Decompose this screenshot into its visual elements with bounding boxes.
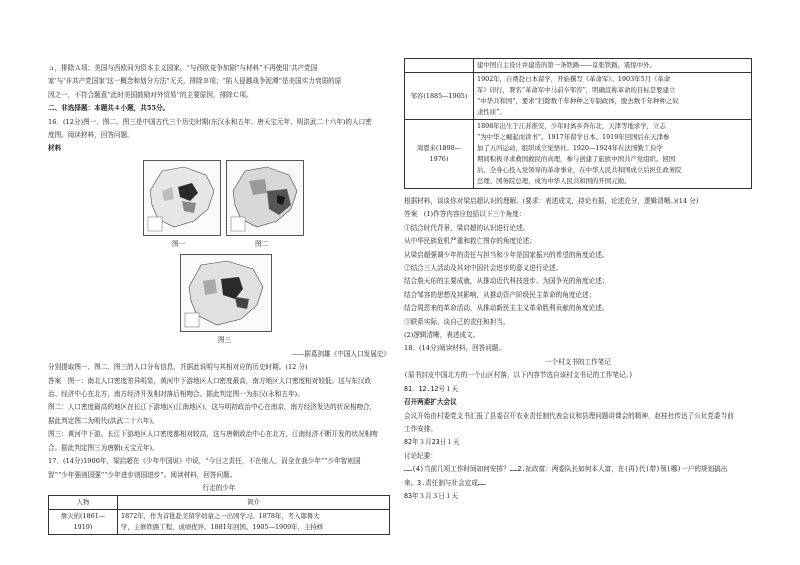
intro-line: 隶性质”。: [477, 108, 506, 116]
note-date: 82年３月23日１天: [404, 438, 460, 447]
table-row: [405, 73, 752, 120]
question-16: 度图。阅读材料，回答问题。: [48, 131, 134, 140]
note-date: 83年３月３日１天: [404, 491, 459, 500]
explanation-line: 家’与‘非共产党国家’这一概念和划分方法”无关，排除Ｂ项；“陷入侵越战争泥潭”是美国实力衰弱的原: [48, 77, 342, 86]
figure-3-caption: 图三: [218, 335, 232, 344]
table-row: [405, 120, 752, 189]
intro-line: 军》印行，署名“革命军中马前卒邹容”，明确宣称革命的目标是要建立: [477, 86, 676, 94]
intro-line: 总理、国务院总理，成为中华人民共和国的开国元勋。: [477, 177, 631, 185]
map-figure-2: [226, 160, 304, 236]
table-row: [49, 510, 390, 535]
answer-line: 结合邹容的思想及其影响，从推动资产阶级民主革命的角度论述；: [404, 290, 596, 299]
answer-line: 结合周恩来的革命活动，从推动新民主主义革命胜利贡献的角度论述。: [404, 304, 609, 313]
table-title: 行走的少年: [202, 483, 236, 492]
question-18: 18．(14分)阅读材料，回答问题。: [404, 344, 506, 353]
table-header-row: [49, 496, 390, 510]
material-label: 材料: [48, 144, 62, 153]
left-column: [48, 0, 390, 535]
intro-line: 期间积极寻求救国救民的真理，参与创建了旅欧中国共产党组织。回国: [477, 155, 676, 163]
notes-title: 一个村支书的工作笔记: [545, 357, 611, 366]
explanation-line: ａ，排除Ａ项；美国与西欧同为资本主义国家，“与西欧竞争加剧”与材料“不再使用‘共产党国: [48, 64, 318, 72]
table-row: [405, 59, 752, 73]
header-person: 人物: [49, 496, 118, 510]
figure-2-caption: 图二: [255, 239, 269, 248]
note-entry-title: 讨论纪要：: [404, 451, 437, 460]
map-figure-3: [180, 254, 272, 332]
person-intro: [474, 73, 752, 120]
map-icon: [181, 255, 271, 331]
question-17-task: 根据材料，谈谈你对梁启超认识的理解。(要求：表述成文，持论有据，论述充分，逻辑清晰。)(14 分): [404, 197, 699, 205]
question-17: 智”“少年强则国强”“少年进步则国进步”。阅读材料，回答问题。: [48, 470, 237, 479]
answer-line: ①结合时代背景，梁启超的认识进行论述。: [404, 223, 530, 232]
note-entry-title: 召开两委扩大会议: [404, 398, 457, 407]
note-entry: 来。3.责任制与社会定成……: [404, 478, 486, 487]
answer-line: (2)逻辑清晰，表述成文。: [404, 331, 480, 340]
section-title: 二、非选择题：本题共４小题，共55分。: [48, 104, 170, 113]
answer-line: 从梁启超强调少年的责任与担当和少年是国家振兴的希望的角度论述。: [404, 250, 609, 259]
map-icon: [144, 161, 220, 235]
answer-line: ②结合三人活动及其对中国社会进步的意义进行论述。: [404, 264, 563, 273]
intro-line: 建中国自主设计并建造的第一条铁路——京张铁路，震惊中外。: [477, 61, 656, 69]
answer-line: 答案 (1)作答内容应包括以下三个角度：: [404, 210, 526, 219]
source-citation: ——据葛剑雄《中国人口发展史》: [291, 349, 390, 358]
figure-1-caption: 图一: [172, 239, 186, 248]
intro-line: “为中华之崛起而读书”。1917年留学日本。1919年回国后在天津参: [477, 133, 670, 141]
person-name: 周恩来(1898—1976): [405, 120, 474, 189]
intro-line: 加了五四运动，组织成立觉悟社。1920—1924年在法国勤工俭学: [477, 144, 663, 152]
map-icon: [227, 161, 303, 235]
answer-line: 治、经济中心在北方，南方经济开发相对落后相吻合。据此判定图一为东汉(永和五年)。: [48, 390, 304, 399]
person-intro: [474, 59, 752, 73]
question-17: 17．(14分)1900年，梁启超在《少年中国说》中说，“今日之责任，不在他人，而全在我少年”“少年智则国: [48, 457, 361, 466]
question-16-task: 分别提取图一、图二、图三的人口分布信息，并据此说明与其相对应的历史时期。(12 分): [48, 363, 308, 372]
person-intro: [474, 120, 752, 189]
question-16: 16．(12分)图一、图二、图三是中国古代三个历史时期(东汉永和五年、唐天宝元年、明洪武二十六年)的人口密: [48, 117, 372, 126]
right-column: [404, 0, 752, 503]
intro-line: 后，全身心投入党领导的革命事业，在中华人民共和国成立后担任政务院: [477, 166, 682, 174]
person-name: 邹容(1885—1905): [405, 73, 474, 120]
explanation-line: 因之一，不符合题意“此时美国鼓励对外贸易”的主要原因，排除Ｃ项。: [48, 90, 253, 99]
answer-line: 答案 图一：南北人口密度差异明显，黄河中下游地区人口密度最高，南方地区人口密度相对较低。这与东汉政: [48, 376, 372, 385]
answer-line: 图三：黄河中下游、长江下游地区人口密度都相对较高，这与唐朝政治中心在北方，江南经济不断开发的状况相吻: [48, 430, 378, 439]
note-entry: 会议开始由村委党支书汇报了县委召开农业责任制代表会议和县理问题讲课会的精神，赵桂杜传达了公社党委当前: [404, 411, 734, 420]
note-date: 81．12.12号１天: [404, 384, 459, 393]
answer-line: ③联系实际，谈自己的责任和担当。: [404, 317, 510, 326]
note-entry: ……(4)当前几项工作时间如何安排？……2.扯政富：两委队长如何本人富，在(再)代(带)领(哪)一户的规划搞出: [404, 465, 728, 474]
person-intro: [118, 510, 390, 535]
intro-line: “中华共和国”，要求“扫除数千年种种之专制政体，脱去数千年种种之奴: [477, 97, 679, 105]
biography-table: [48, 495, 390, 535]
intro-line: 1872年，作为首批赴美留学幼童之一出国学习。1878年，考入耶鲁大: [121, 512, 320, 521]
person-name: 詹天佑(1861—1919): [49, 510, 118, 535]
header-intro: 简介: [118, 496, 390, 510]
person-name-empty: [405, 59, 474, 73]
intro-line: 学，主修铁路工程，成绩优异。1881年回国。1905—1909年，主持修: [121, 523, 324, 532]
intro-line: 1898年出生于江苏淮安，少年时离乡奔东北，天津等地求学，立志: [477, 122, 666, 130]
answer-line: 从中华民族危机严重和救亡图存的角度论述；: [404, 237, 536, 246]
notes-intro: (原书封皮中国北方的一个山区村落，以下内容节选自该村支书记的工作笔记。): [404, 371, 633, 380]
answer-line: 合。据此判定图三为唐朝(天宝元年)。: [48, 443, 159, 452]
answer-line: 结合詹天佑的主要成就，从推动近代科技进步、为国争光的角度论述；: [404, 277, 609, 286]
intro-line: 1902年，自费赴日本留学，开始撰写《革命军》。1903年5月《革命: [477, 75, 671, 83]
biography-table-continued: [404, 58, 752, 189]
map-figure-1: [143, 160, 221, 236]
note-entry: 工作安排。: [404, 424, 437, 433]
population-maps: [48, 158, 390, 348]
answer-line: 据此判定图二为明代(洪武二十六年)。: [48, 416, 159, 425]
answer-line: 图二：人口密度最高的地区在长江下游地区(江南地区)，这与明初政治中心在南京，南方经济发达的状况相吻合，: [48, 403, 377, 412]
